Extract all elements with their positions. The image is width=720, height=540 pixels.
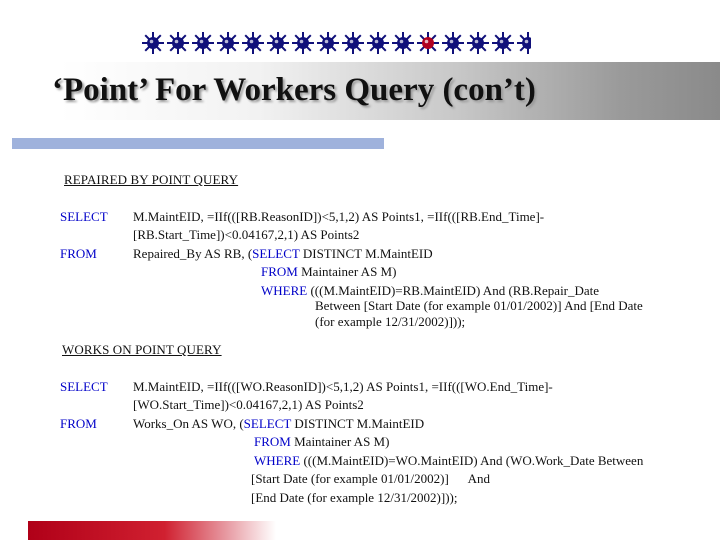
where-keyword: WHERE	[261, 283, 308, 298]
where-clause-line: [Start Date (for example 01/01/2002)] And	[251, 471, 490, 486]
starburst-icon	[267, 32, 289, 54]
from-clause-line: Repaired_By AS RB, (SELECT DISTINCT M.MaintEID	[133, 246, 433, 261]
from-keyword: FROM	[60, 246, 97, 261]
where-clause-line: Between [Start Date (for example 01/01/2002)] And [End Date	[315, 298, 643, 313]
where-clause-line: WHERE (((M.MaintEID)=WO.MaintEID) And (WO.Work_Date Between	[254, 453, 644, 468]
subquery-from-line: FROM Maintainer AS M)	[254, 434, 390, 449]
starburst-icon	[167, 32, 189, 54]
starburst-icon	[242, 32, 264, 54]
select-keyword: SELECT	[60, 379, 108, 394]
starburst-icon	[442, 32, 464, 54]
decorative-icon-row	[141, 28, 531, 58]
slide-title: ‘Point’ For Workers Query (con’t)	[52, 72, 536, 108]
starburst-icon	[467, 32, 489, 54]
starburst-icon	[292, 32, 314, 54]
select-keyword: SELECT	[60, 209, 108, 224]
section-heading-repaired-by: REPAIRED BY POINT QUERY	[64, 172, 239, 187]
starburst-icon	[367, 32, 389, 54]
starburst-icon	[392, 32, 414, 54]
starburst-icon	[142, 32, 164, 54]
starburst-icon	[517, 32, 531, 54]
starburst-icon	[492, 32, 514, 54]
starburst-icon	[217, 32, 239, 54]
subquery-select-keyword: SELECT	[252, 246, 300, 261]
where-clause-line: WHERE (((M.MaintEID)=RB.MaintEID) And (RB.Repair_Date	[261, 283, 600, 298]
starburst-icon	[417, 32, 439, 54]
from-keyword: FROM	[60, 416, 97, 431]
where-clause-line: [End Date (for example 12/31/2002)]));	[251, 490, 458, 505]
where-clause-line: (for example 12/31/2002)]));	[315, 314, 466, 329]
select-clause-line: [WO.Start_Time])<0.04167,2,1) AS Points2	[133, 397, 364, 412]
starburst-icon	[342, 32, 364, 54]
select-clause-line: M.MaintEID, =IIf(([WO.ReasonID])<5,1,2) AS Points1, =IIf(([WO.End_Time]-	[133, 379, 553, 394]
subquery-from-keyword: FROM	[261, 264, 298, 279]
select-clause-line: [RB.Start_Time])<0.04167,2,1) AS Points2	[133, 227, 360, 242]
starburst-icon	[192, 32, 214, 54]
section-heading-works-on: WORKS ON POINT QUERY	[62, 342, 222, 357]
from-clause-line: Works_On AS WO, (SELECT DISTINCT M.MaintEID	[133, 416, 425, 431]
subquery-from-keyword: FROM	[254, 434, 291, 449]
subquery-from-line: FROM Maintainer AS M)	[261, 264, 397, 279]
title-underline-bar	[12, 138, 384, 149]
starburst-icon	[317, 32, 339, 54]
where-keyword: WHERE	[254, 453, 301, 468]
subquery-select-keyword: SELECT	[243, 416, 292, 431]
bottom-accent-bar	[28, 521, 276, 540]
select-clause-line: M.MaintEID, =IIf(([RB.ReasonID])<5,1,2) AS Points1, =IIf(([RB.End_Time]-	[133, 209, 545, 224]
